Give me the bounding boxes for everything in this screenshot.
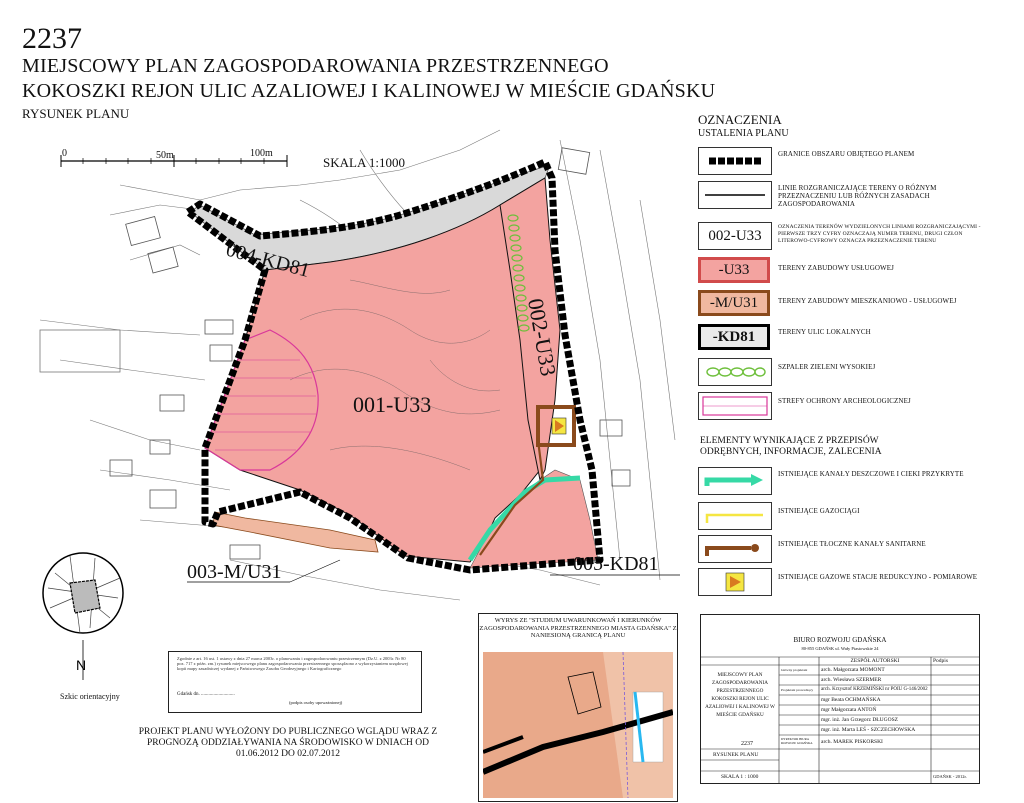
legend-text-gas-station: ISTNIEJĄCE GAZOWE STACJE REDUKCYJNO - POMIAROWE [778, 573, 978, 581]
legend-swatch-divide-line [698, 181, 772, 209]
legend-text-kd81: TERENY ULIC LOKALNYCH [778, 328, 871, 336]
legend-subtitle: USTALENIA PLANU [698, 128, 789, 139]
role-0: Główny projektant [781, 668, 808, 672]
author-2: arch. Krzysztof KRZEMIŃSKI nr POIU G-146/2002 [821, 687, 928, 692]
orientation-sketch [40, 548, 130, 688]
legend-text-gas: ISTNIEJĄCE GAZOCIĄGI [778, 507, 860, 515]
office-address: 80-855 GDAŃSK ul. Wały Piastowskie 24 [801, 646, 879, 651]
legend-text-u33: TERENY ZABUDOWY USŁUGOWEJ [778, 264, 894, 272]
plan-name: MIEJSCOWY PLAN ZAGOSPODAROWANIA PRZESTRZENNEGO KOKOSZKI REJON ULIC AZALIOWEJ I KALINOWEJ W MIEŚCIE GDAŃSKU [705, 672, 775, 718]
copy-note-text: Zgodnie z art. 16 ust. 1 ustawy z dnia 27 marca 2003r. o planowaniu i zagospodarowaniu przestrzennym (Dz.U. z 2003r. Nr 80 poz. 717 z późn. zm.) rysunek miejscowego planu zagospodarowania przestrzennego sporządzono z wykorzystaniem urzędowej kopii mapy zasadniczej wydanej z Państwowego Zasobu Geodezyjnego i Kartograficznego [177, 656, 408, 671]
table-scale: SKALA 1 : 1000 [721, 774, 759, 780]
legend-swatch-archeo [698, 392, 772, 420]
author-6: mgr. inż. Marta LEŚ - SZCZECHOWSKA [821, 727, 916, 733]
legend-title: OZNACZENIA [698, 112, 782, 127]
label-003-mu31: 003-M/U31 [187, 561, 282, 583]
legend-swatch-sewer [698, 535, 772, 563]
legend-swatch-u33: -U33 [698, 257, 770, 283]
role-2: Projektant prowadzący [781, 688, 814, 692]
plan-title-line-1: MIEJSCOWY PLAN ZAGOSPODAROWANIA PRZESTRZENNEGO [22, 55, 609, 77]
legend-swatch-rain [698, 467, 772, 495]
copy-note-date: Gdańsk dn. ........................... [177, 692, 235, 697]
author-5: mgr. inż. Jan Grzegorz DŁUGOSZ [821, 717, 898, 723]
legend-swatch-mu31: -M/U31 [698, 290, 770, 316]
legend-text-mu31: TERENY ZABUDOWY MIESZKANIOWO - USŁUGOWEJ [778, 297, 957, 305]
legend-text-archeo: STREFY OCHRONY ARCHEOLOGICZNEJ [778, 397, 911, 405]
scale-tick-0: 0 [62, 148, 67, 159]
legend-swatch-green [698, 358, 772, 386]
legend-text-divide-line: LINIE ROZGRANICZAJĄCE TERENY O RÓŻNYM PRZEZNACZENIU LUB RÓŻNYCH ZASADACH ZAGOSPODAROWANIA [778, 184, 937, 208]
author-1: arch. Wiesława SZERMER [821, 677, 882, 683]
author-7: arch. MAREK PISKORSKI [821, 739, 883, 745]
scale-tick-50: 50m [156, 150, 174, 161]
legend-swatch-boundary [698, 147, 772, 175]
author-3: mgr Beata OCHMAŃSKA [821, 697, 881, 703]
legend-text-boundary: GRANICE OBSZARU OBJĘTEGO PLANEM [778, 150, 915, 158]
public-display-note: PROJEKT PLANU WYŁOŻONY DO PUBLICZNEGO WGLĄDU WRAZ Z PROGNOZĄ ODDZIAŁYWANIA NA ŚRODOWISKO W DNIACH OD 01.06.2012 DO 02.07.2012 [138, 727, 438, 759]
office-name: BIURO ROZWOJU GDAŃSKA [793, 636, 887, 644]
legend-swatch-gas [698, 502, 772, 530]
title-block [700, 614, 980, 784]
studium-title: WYRYS ZE "STUDIUM UWARUNKOWAŃ I KIERUNKÓW ZAGOSPODAROWANIA PRZESTRZENNEGO MIASTA GDAŃSKA" Z NANIESIONĄ GRANICĄ PLANU [479, 617, 677, 639]
team-header: ZESPÓŁ AUTORSKI [850, 658, 900, 664]
legend-text-sewer: ISTNIEJĄCE TŁOCZNE KANAŁY SANITARNE [778, 540, 926, 548]
signature-header: Podpis [933, 658, 948, 664]
table-drawing: RYSUNEK PLANU [713, 752, 759, 758]
label-004-kd81: 004-KD81 [223, 238, 313, 282]
svg-text:N: N [76, 657, 87, 673]
label-005-kd81: 005-KD81 [573, 553, 659, 575]
label-001-u33: 001-U33 [353, 392, 432, 417]
legend-swatch-label: 002-U33 [698, 222, 772, 250]
legend-text-rain: ISTNIEJĄCE KANAŁY DESZCZOWE I CIEKI PRZYKRYTE [778, 470, 964, 478]
author-4: mgr Małgorzata ANTOŃ [821, 707, 877, 713]
scale-label: SKALA 1:1000 [323, 155, 405, 170]
label-002-u33: 002-U33 [523, 296, 562, 378]
plan-title-line-2: KOKOSZKI REJON ULIC AZALIOWEJ I KALINOWEJ W MIEŚCIE GDAŃSKU [22, 80, 716, 102]
legend-text-label: OZNACZENIA TERENÓW WYDZIELONYCH LINIAMI ROZGRANICZAJĄCYMI - PIERWSZE TRZY CYFRY OZNACZAJĄ NUMER TERENU, DRUGI CZŁON LITEROWO-CYFROWY OZNACZA PRZEZNACZENIE TERENU [778, 224, 981, 244]
plan-subtitle: RYSUNEK PLANU [22, 106, 130, 121]
plan-number: 2237 [22, 22, 82, 55]
studium-inset [478, 613, 678, 802]
orientation-sketch-label: Szkic orientacyjny [60, 692, 120, 701]
legend-text-green: SZPALER ZIELENI WYSOKIEJ [778, 363, 876, 371]
table-plan-number: 2237 [741, 741, 753, 747]
table-date: GDAŃSK - 2012r. [933, 774, 967, 779]
legend-swatch-gas-station [698, 568, 772, 596]
copy-note-signature: (podpis osoby upoważnionej) [289, 700, 343, 705]
role-7: DYREKTOR BIURA ROZWOJU GDAŃSKA [781, 737, 813, 745]
legend-swatch-kd81: -KD81 [698, 324, 770, 350]
scale-tick-100: 100m [250, 148, 273, 159]
studium-map [483, 652, 673, 798]
legend-section2-title: ELEMENTY WYNIKAJĄCE Z PRZEPISÓW ODRĘBNYCH, INFORMACJE, ZALECENIA [700, 436, 882, 457]
copy-note-box [168, 651, 422, 713]
author-0: arch. Małgorzata MOMONT [821, 667, 885, 673]
